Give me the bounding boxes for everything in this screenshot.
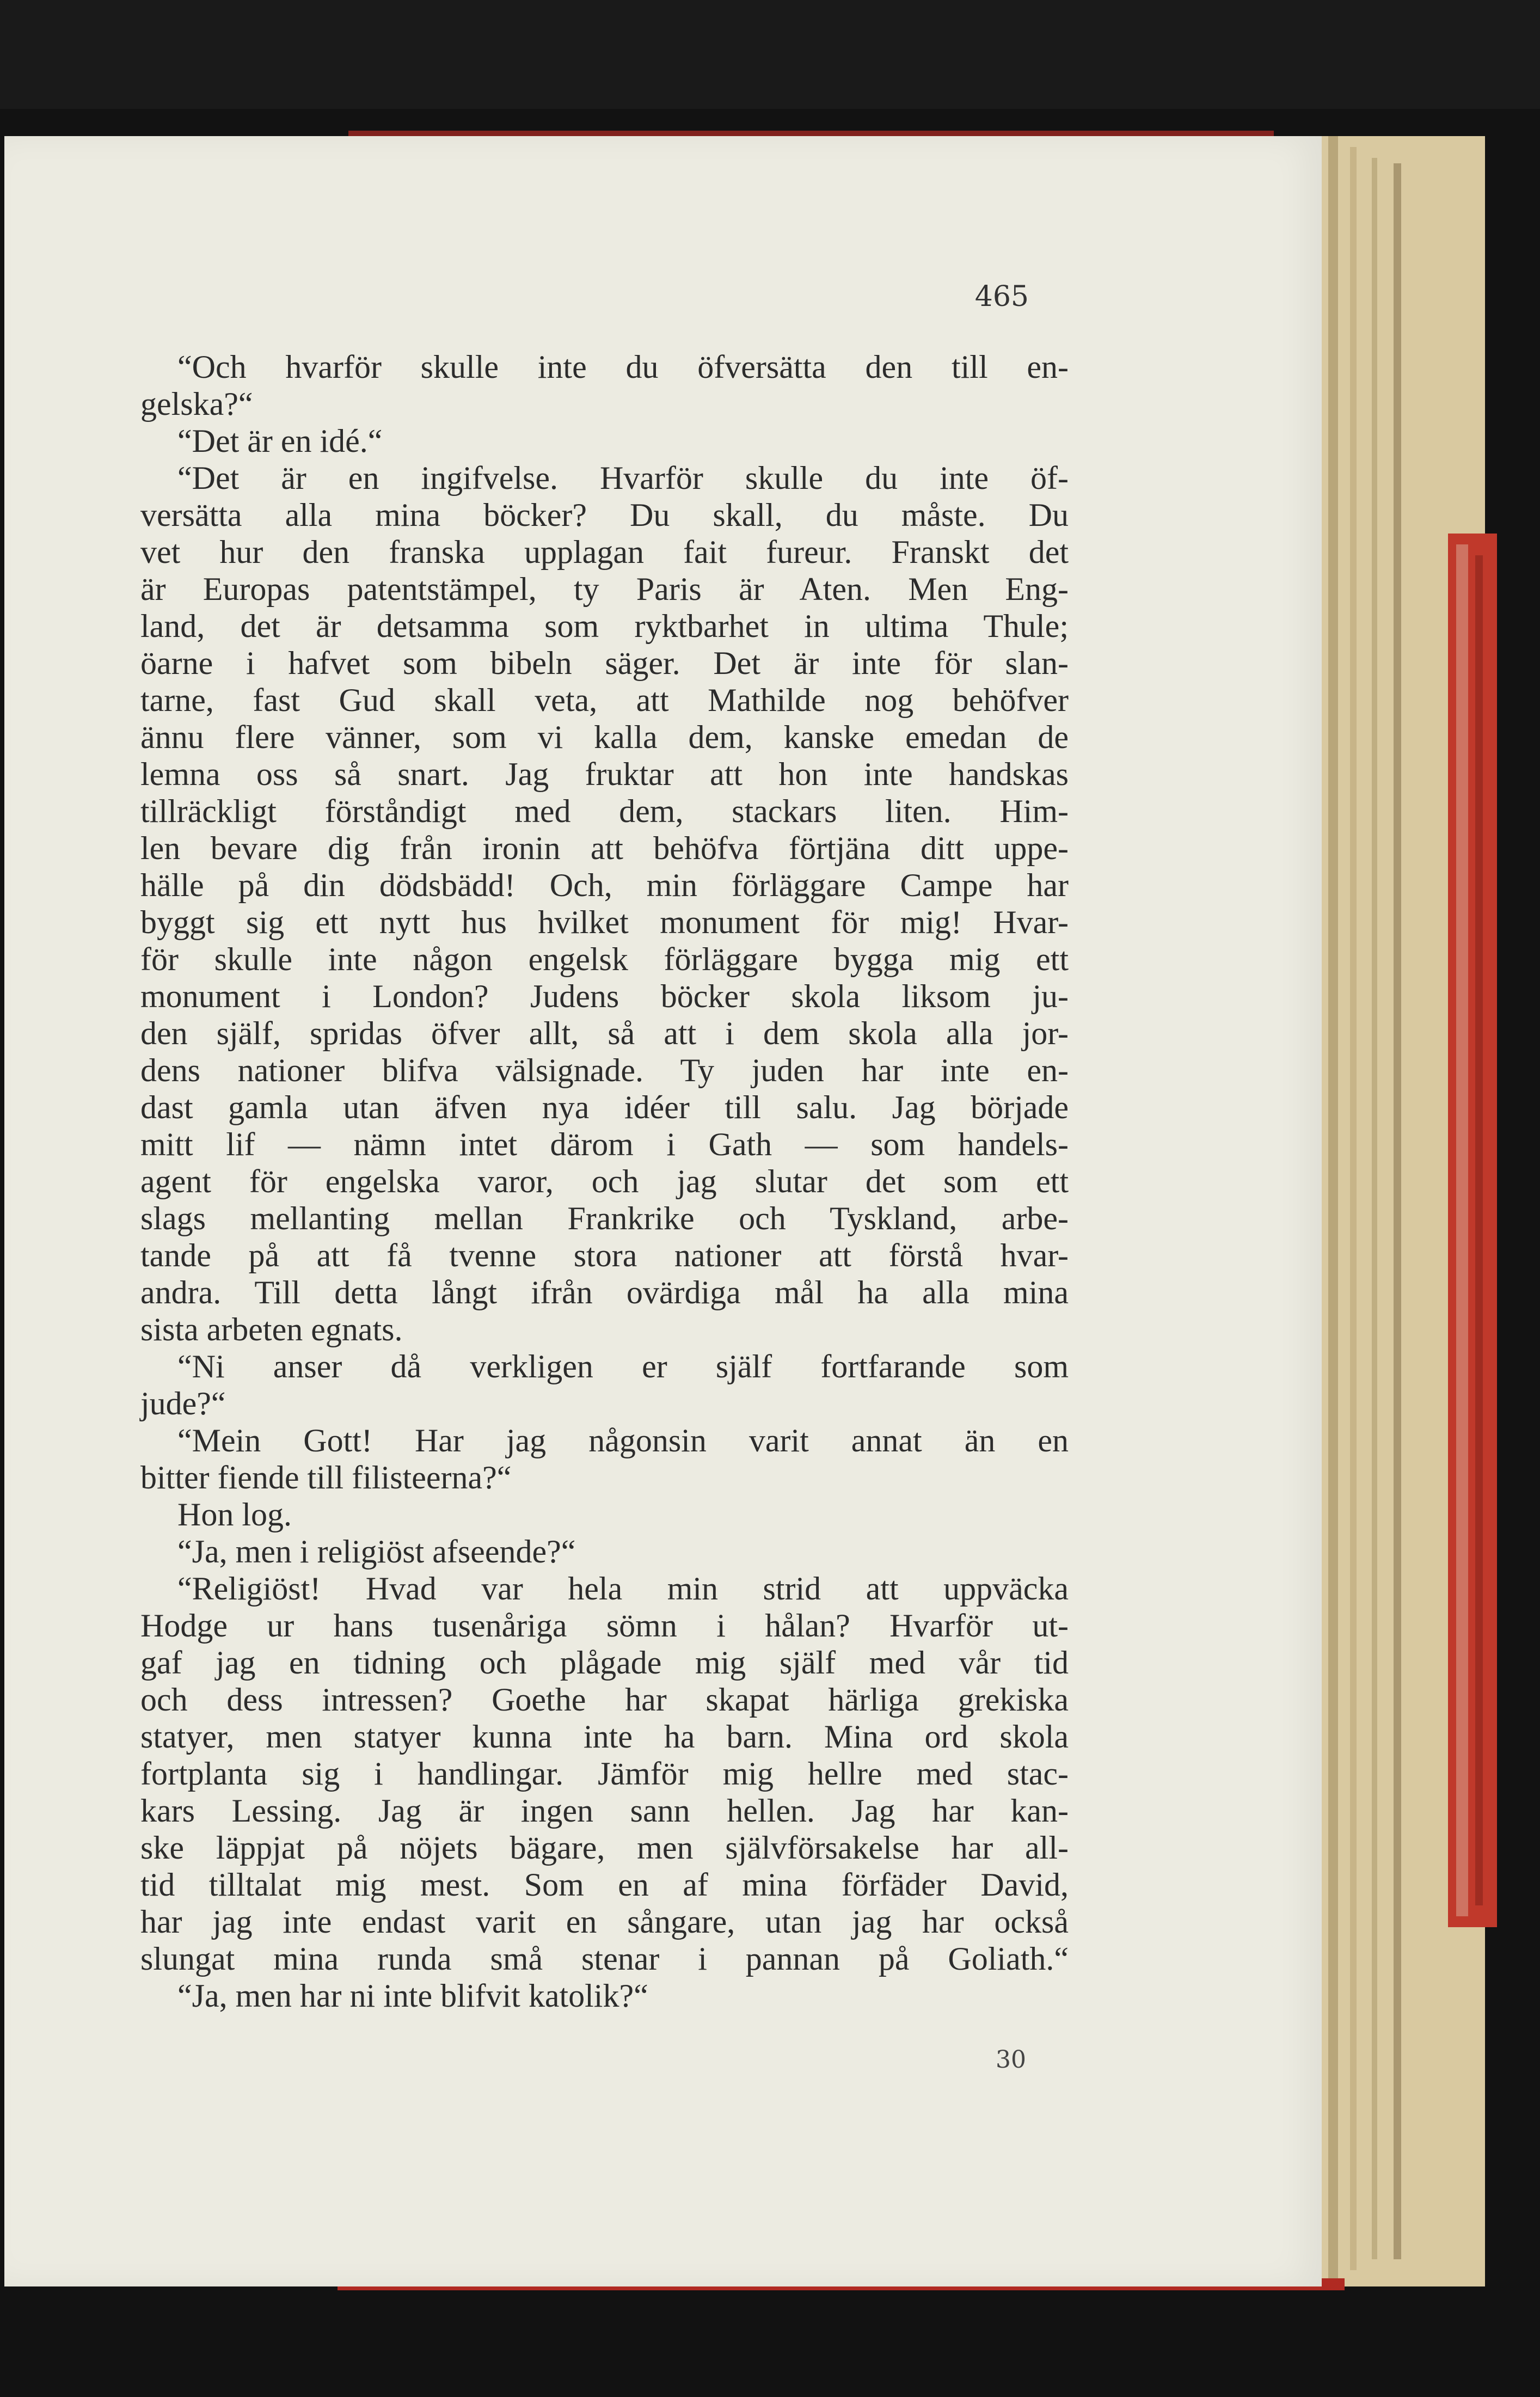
text-line: dens nationer blifva välsignade. Ty juden har inte en- bbox=[140, 1052, 1069, 1088]
text-line: “Ja, men i religiöst afseende?“ bbox=[177, 1534, 576, 1570]
text-line: dast gamla utan äfven nya idéer till salu. Jag började bbox=[140, 1089, 1069, 1125]
text-line: tid tilltalat mig mest. Som en af mina förfäder David, bbox=[140, 1867, 1069, 1903]
text-line: “Det är en idé.“ bbox=[177, 423, 383, 459]
text-line: Hon log. bbox=[177, 1497, 292, 1532]
text-line: lemna oss så snart. Jag fruktar att hon inte handskas bbox=[140, 756, 1069, 792]
text-line: slungat mina runda små stenar i pannan på Goliath.“ bbox=[140, 1941, 1069, 1977]
text-line: har jag inte endast varit en sångare, utan jag har också bbox=[140, 1904, 1069, 1940]
text-line: tande på att få tvenne stora nationer att förstå hvar- bbox=[140, 1237, 1069, 1273]
text-line: för skulle inte någon engelsk förläggare bygga mig ett bbox=[140, 941, 1069, 977]
text-line: versätta alla mina böcker? Du skall, du måste. Du bbox=[140, 497, 1069, 533]
text-line: agent för engelska varor, och jag slutar det som ett bbox=[140, 1163, 1069, 1199]
text-line: monument i London? Judens böcker skola liksom ju- bbox=[140, 978, 1069, 1014]
text-line: byggt sig ett nytt hus hvilket monument för mig! Hvar- bbox=[140, 904, 1069, 940]
text-line: mitt lif — nämn intet därom i Gath — som handels- bbox=[140, 1126, 1069, 1162]
text-line: len bevare dig från ironin att behöfva förtjäna ditt uppe- bbox=[140, 830, 1069, 866]
text-line: är Europas patentstämpel, ty Paris är Aten. Men Eng- bbox=[140, 571, 1069, 607]
text-line: öarne i hafvet som bibeln säger. Det är inte för slan- bbox=[140, 645, 1069, 681]
text-line: “Och hvarför skulle inte du öfversätta den till en- bbox=[177, 349, 1069, 385]
text-line: och dess intressen? Goethe har skapat härliga grekiska bbox=[140, 1682, 1069, 1718]
page-text-block bbox=[140, 348, 1069, 2014]
text-line: land, det är detsamma som ryktbarhet in ultima Thule; bbox=[140, 608, 1069, 644]
text-line: Hodge ur hans tusenåriga sömn i hålan? Hvarför ut- bbox=[140, 1608, 1069, 1644]
text-line: “Religiöst! Hvad var hela min strid att uppväcka bbox=[177, 1571, 1069, 1607]
text-line: den själf, spridas öfver allt, så att i dem skola alla jor- bbox=[140, 1015, 1069, 1051]
text-line: “Ja, men har ni inte blifvit katolik?“ bbox=[177, 1978, 648, 2014]
text-line: bitter fiende till filisteerna?“ bbox=[140, 1460, 512, 1495]
text-line: “Mein Gott! Har jag någonsin varit annat än en bbox=[177, 1423, 1069, 1458]
text-line: ske läppjat på nöjets bägare, men självförsakelse har all- bbox=[140, 1830, 1069, 1866]
text-line: kars Lessing. Jag är ingen sann hellen. Jag har kan- bbox=[140, 1793, 1069, 1829]
text-line: tillräckligt förståndigt med dem, stackars liten. Him- bbox=[140, 793, 1069, 829]
text-line: tarne, fast Gud skall veta, att Mathilde nog behöfver bbox=[140, 682, 1069, 718]
text-line: sista arbeten egnats. bbox=[140, 1311, 403, 1347]
text-line: ännu flere vänner, som vi kalla dem, kanske emedan de bbox=[140, 719, 1069, 755]
page-number: 465 bbox=[974, 280, 1029, 313]
signature-mark: 30 bbox=[996, 2046, 1026, 2074]
text-line: slags mellanting mellan Frankrike och Tyskland, arbe- bbox=[140, 1200, 1069, 1236]
text-line: hälle på din dödsbädd! Och, min förläggare Campe har bbox=[140, 867, 1069, 903]
text-line: “Det är en ingifvelse. Hvarför skulle du inte öf- bbox=[177, 460, 1069, 496]
text-line: statyer, men statyer kunna inte ha barn. Mina ord skola bbox=[140, 1719, 1069, 1755]
text-line: gaf jag en tidning och plågade mig själf med vår tid bbox=[140, 1645, 1069, 1681]
text-line: “Ni anser då verkligen er själf fortfarande som bbox=[177, 1348, 1069, 1384]
text-line: andra. Till detta långt ifrån ovärdiga mål ha alla mina bbox=[140, 1274, 1069, 1310]
text-line: jude?“ bbox=[140, 1386, 226, 1421]
text-line: vet hur den franska upplagan fait fureur. Franskt det bbox=[140, 534, 1069, 570]
text-line: gelska?“ bbox=[140, 386, 253, 422]
text-line: fortplanta sig i handlingar. Jämför mig hellre med stac- bbox=[140, 1756, 1069, 1792]
